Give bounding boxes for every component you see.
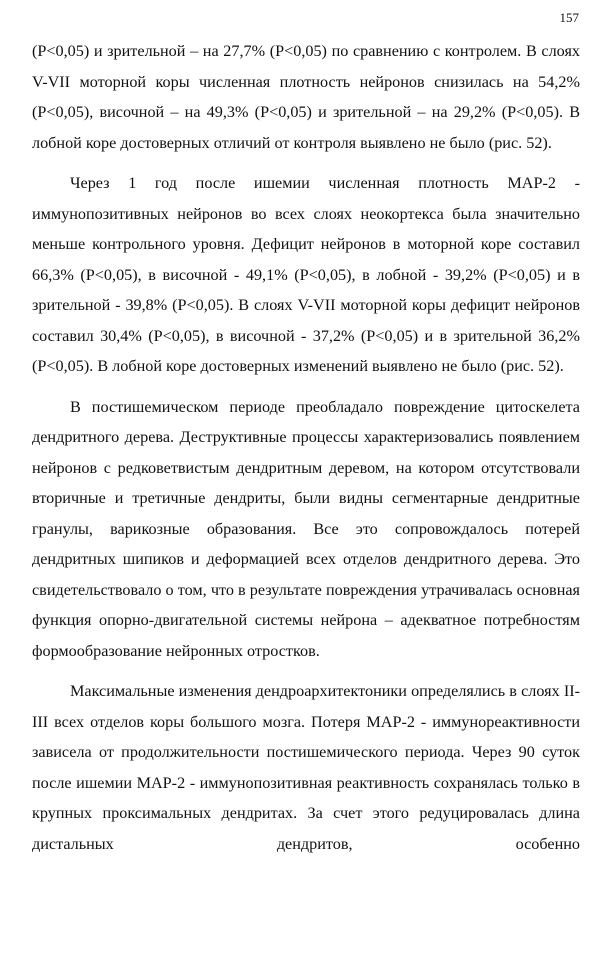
paragraph-2: Через 1 год после ишемии численная плотность МАР-2 - иммунопозитивных нейронов во всех слоях неокортекса была значительно меньше контрольного уровня. Дефицит нейронов в моторной коре составил 66,3% (P<0,05), в височной - 49,1% (P<0,05), в лобной - 39,2% (P<0,05) и в зрительной - 39,8% (P<0,05). В слоях V-VII моторной коры дефицит нейронов составил 30,4% (P<0,05), в височной - 37,2% (P<0,05) и в зрительной 36,2% (P<0,05). В лобной коре достоверных изменений выявлено не было (рис. 52). [32,174,580,375]
page-number: 157 [559,10,579,25]
body-text [32,36,580,859]
paragraph-1: (P<0,05) и зрительной – на 27,7% (P<0,05) по сравнению с контролем. В слоях V-VII моторной коры численная плотность нейронов снизилась на 54,2% (P<0,05), височной – на 49,3% (P<0,05) и зрительной – на 29,2% (P<0,05). В лобной коре достоверных отличий от контроля выявлено не было (рис. 52). [32,42,580,152]
paragraph-4: Максимальные изменения дендроархитектоники определялись в слоях II-III всех отделов коры большого мозга. Потеря МАР-2 - иммунореактивности зависела от продолжительности постишемического периода. Через 90 суток после ишемии МАР-2 - иммунопозитивная реактивность сохранялась только в крупных проксимальных дендритах. За счет этого редуцировалась длина дистальных дендритов, особенно [32,682,580,853]
paragraph-3: В постишемическом периоде преобладало повреждение цитоскелета дендритного дерева. Деструктивные процессы характеризовались появлением нейронов с редковетвистым дендритным деревом, на котором отсутствовали вторичные и третичные дендриты, были видны сегментарные дендритные гранулы, варикозные образования. Все это сопровождалось потерей дендритных шипиков и деформацией всех отделов дендритного дерева. Это свидетельствовало о том, что в результате повреждения утрачивалась основная функция опорно-двигательной системы нейрона – адекватное потребностям формообразование нейронных отростков. [32,397,580,660]
